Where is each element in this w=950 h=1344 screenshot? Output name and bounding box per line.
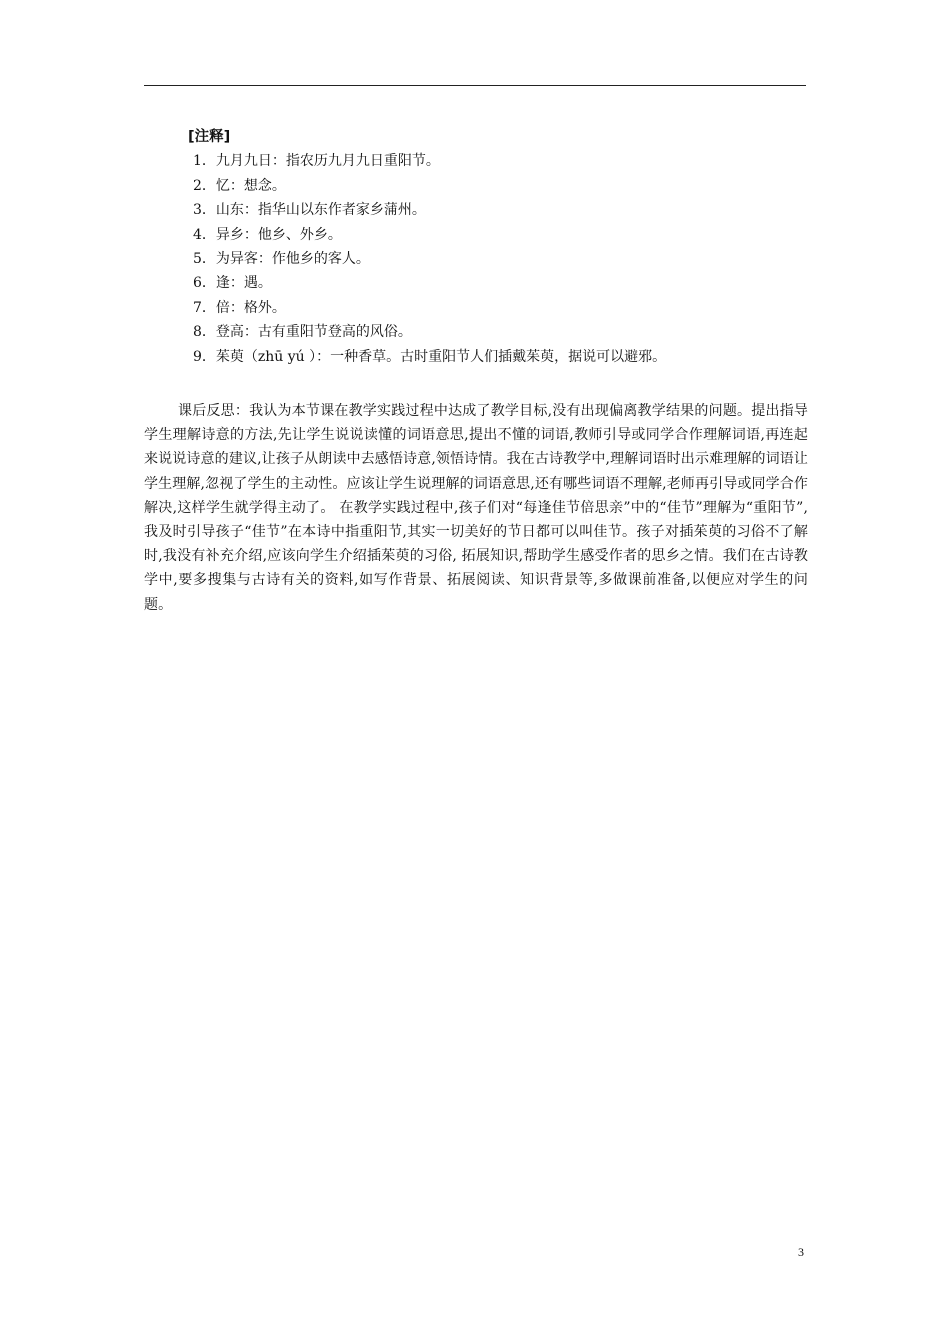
- notes-title: [注释]: [188, 129, 231, 145]
- notes-section: [188, 125, 813, 369]
- note-item-7: 7．倍：格外。: [193, 299, 286, 316]
- note-item-1: 1．九月九日：指农历九月九日重阳节。: [193, 153, 440, 170]
- note-item-3: 3．山东：指华山以东作者家乡蒲州。: [193, 202, 426, 219]
- note-item-8: 8．登高：古有重阳节登高的风俗。: [193, 324, 412, 341]
- reflection-paragraph: 课后反思：我认为本节课在教学实践过程中达成了教学目标,没有出现偏离教学结果的问题。提出指导学生理解诗意的方法,先让学生说说读懂的词语意思,提出不懂的词语,教师引导或同学合作理解词语,再连起来说说诗意的建议,让孩子从朗读中去感悟诗意,领悟诗情。我在古诗教学中,理解词语时出示难理解的词语让学生理解,忽视了学生的主动性。应该让学生说理解的词语意思,还有哪些词语不理解,老师再引导或同学合作解决,这样学生就学得主动了。 在教学实践过程中,孩子们对“每逢佳节倍思亲”中的“佳节”理解为“重阳节”,我及时引导孩子“佳节”在本诗中指重阳节,其实一切美好的节日都可以叫佳节。孩子对插茱萸的习俗不了解时,我没有补充介绍,应该向学生介绍插茱萸的习俗, 拓展知识,帮助学生感受作者的思乡之情。我们在古诗教学中,要多搜集与古诗有关的资料,如写作背景、拓展阅读、知识背景等,多做课前准备,以便应对学生的问题。: [144, 403, 808, 613]
- header-rule: [144, 85, 806, 86]
- note-item-5: 5．为异客：作他乡的客人。: [193, 251, 370, 268]
- note-item-6: 6．逢：遇。: [193, 275, 272, 292]
- note-item-9: 9．茱萸（zhū yú ）：一种香草。古时重阳节人们插戴茱萸，据说可以避邪。: [193, 348, 667, 365]
- note-item-2: 2．忆：想念。: [193, 177, 286, 194]
- note-item-4: 4．异乡：他乡、外乡。: [193, 226, 342, 243]
- page-number: 3: [798, 1245, 804, 1259]
